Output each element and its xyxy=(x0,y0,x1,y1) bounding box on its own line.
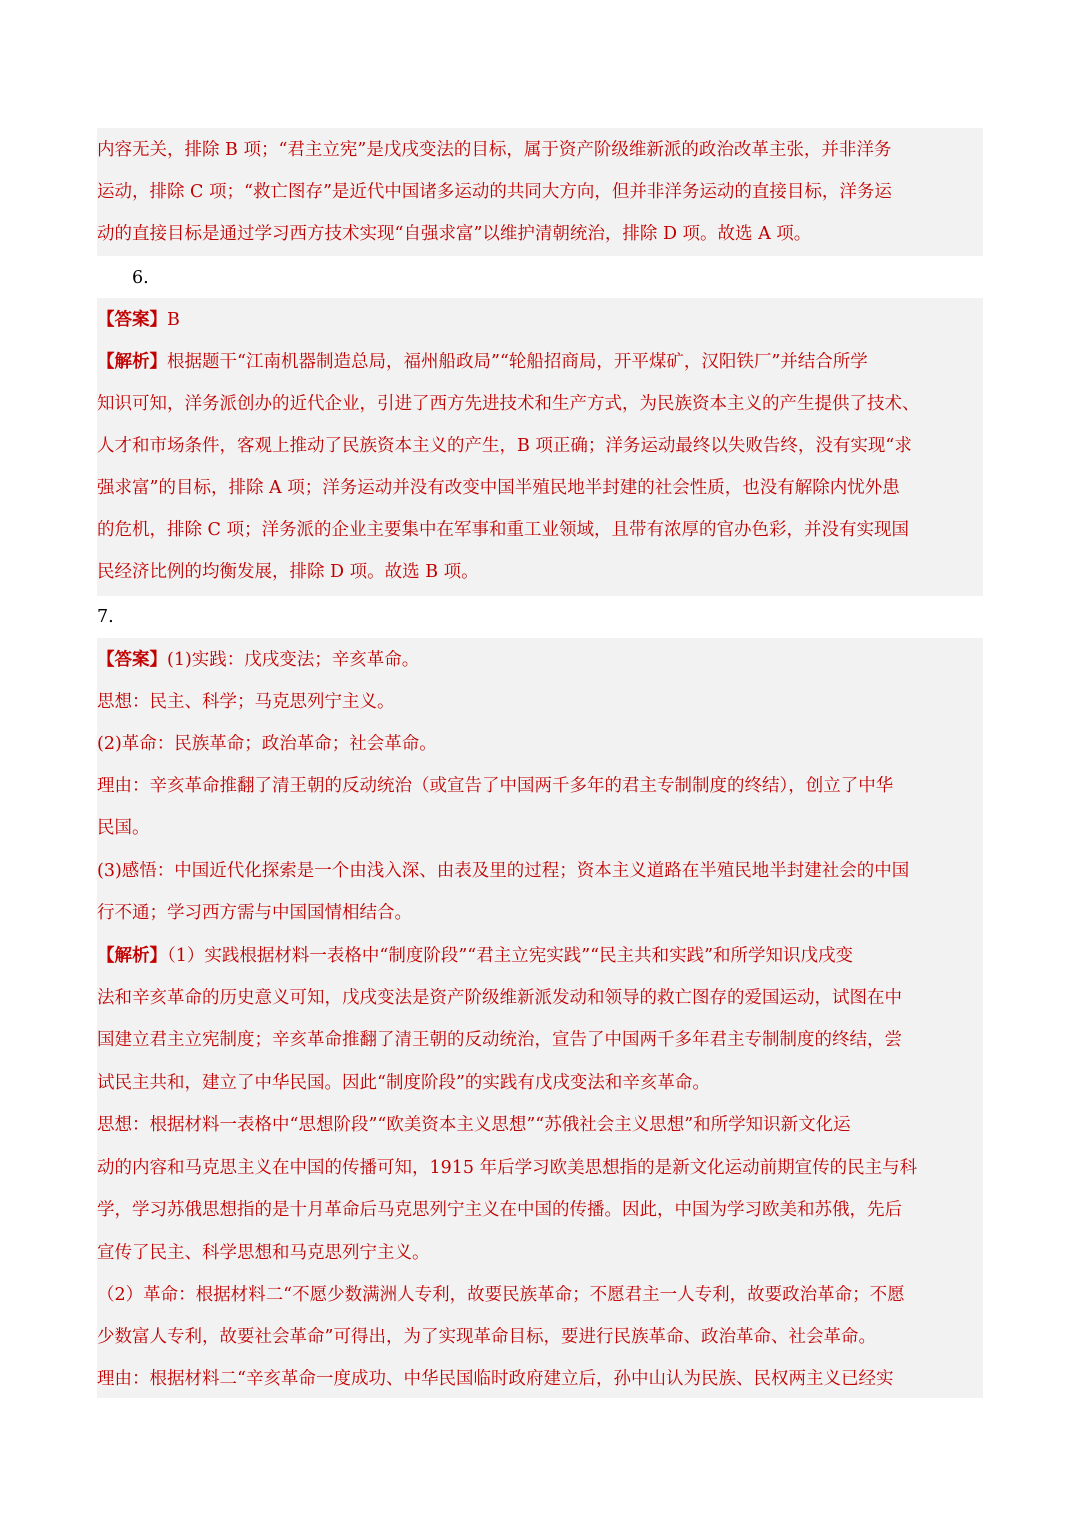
text-line: 理由：根据材料二“辛亥革命一度成功、中华民国临时政府建立后，孙中山认为民族、民权两主义已经实 xyxy=(97,1369,894,1389)
text-line: 思想：根据材料一表格中“思想阶段”“欧美资本主义思想”“苏俄社会主义思想”和所学知识新文化运 xyxy=(97,1115,851,1135)
answer-tag: 【答案】 xyxy=(97,310,167,330)
answer-tag: 【答案】 xyxy=(97,650,167,670)
text-line: 动的直接目标是通过学习西方技术实现“自强求富”以维护清朝统治，排除 D 项。故选 A 项。 xyxy=(97,224,812,244)
text-line: 人才和市场条件，客观上推动了民族资本主义的产生，B 项正确；洋务运动最终以失败告终，没有实现“求 xyxy=(97,436,912,456)
text-line: 的危机，排除 C 项；洋务派的企业主要集中在军事和重工业领域，且带有浓厚的官办色彩，并没有实现国 xyxy=(97,520,910,540)
text-line: 民国。 xyxy=(97,818,150,838)
analysis-text: （1）实践根据材料一表格中“制度阶段”“君主立宪实践”“民主共和实践”和所学知识戊戌变 xyxy=(167,946,854,966)
answer-block-6 xyxy=(97,298,983,596)
analysis-tag: 【解析】 xyxy=(97,946,167,966)
text-line: 动的内容和马克思主义在中国的传播可知，1915 年后学习欧美思想指的是新文化运动前期宣传的民主与科 xyxy=(97,1158,918,1178)
text-line: 法和辛亥革命的历史意义可知，戊戌变法是资产阶级维新派发动和领导的救亡图存的爱国运动，试图在中 xyxy=(97,988,902,1008)
text-line: 少数富人专利，故要社会革命”可得出，为了实现革命目标，要进行民族革命、政治革命、社会革命。 xyxy=(97,1327,876,1347)
text-line: 知识可知，洋务派创办的近代企业，引进了西方先进技术和生产方式，为民族资本主义的产生提供了技术、 xyxy=(97,394,920,414)
text-line: 运动，排除 C 项；“救亡图存”是近代中国诸多运动的共同大方向，但并非洋务运动的直接目标，洋务运 xyxy=(97,182,892,202)
text-line: 思想：民主、科学；马克思列宁主义。 xyxy=(97,692,395,712)
text-line: 国建立君主立宪制度；辛亥革命推翻了清王朝的反动统治，宣告了中国两千多年君主专制制度的终结，尝 xyxy=(97,1030,902,1050)
question-number-7: 7. xyxy=(97,607,114,627)
analysis-text: 根据题干“江南机器制造总局，福州船政局”“轮船招商局，开平煤矿，汉阳铁厂”并结合所学 xyxy=(167,352,868,372)
text-line: (2)革命：民族革命；政治革命；社会革命。 xyxy=(97,734,437,754)
text-line: （2）革命：根据材料二“不愿少数满洲人专利，故要民族革命；不愿君主一人专利，故要政治革命；不愿 xyxy=(97,1285,905,1305)
analysis-line xyxy=(97,341,868,383)
answer-value: B xyxy=(167,310,180,330)
text-line: 理由：辛亥革命推翻了清王朝的反动统治（或宣告了中国两千多年的君主专制制度的终结），创立了中华 xyxy=(97,776,894,796)
text-line: (3)感悟：中国近代化探索是一个由浅入深、由表及里的过程；资本主义道路在半殖民地半封建社会的中国 xyxy=(97,861,910,881)
answer-line xyxy=(97,639,419,681)
answer-line xyxy=(97,299,180,341)
text-line: 学，学习苏俄思想指的是十月革命后马克思列宁主义在中国的传播。因此，中国为学习欧美和苏俄，先后 xyxy=(97,1200,902,1220)
answer-block-7 xyxy=(97,638,983,1398)
analysis-line xyxy=(97,935,853,977)
text-line: 民经济比例的均衡发展，排除 D 项。故选 B 项。 xyxy=(97,562,479,582)
text-line: 内容无关，排除 B 项；“君主立宪”是戊戌变法的目标，属于资产阶级维新派的政治改革主张，并非洋务 xyxy=(97,140,892,160)
text-line: 行不通；学习西方需与中国国情相结合。 xyxy=(97,903,412,923)
answer-text: (1)实践：戊戌变法；辛亥革命。 xyxy=(167,650,420,670)
question-number-6: 6. xyxy=(132,268,149,288)
answer-block-5-continued xyxy=(97,128,983,256)
text-line: 强求富”的目标，排除 A 项；洋务运动并没有改变中国半殖民地半封建的社会性质，也没有解除内忧外患 xyxy=(97,478,900,498)
analysis-tag: 【解析】 xyxy=(97,352,167,372)
text-line: 试民主共和，建立了中华民国。因此“制度阶段”的实践有戊戌变法和辛亥革命。 xyxy=(97,1073,710,1093)
text-line: 宣传了民主、科学思想和马克思列宁主义。 xyxy=(97,1243,430,1263)
